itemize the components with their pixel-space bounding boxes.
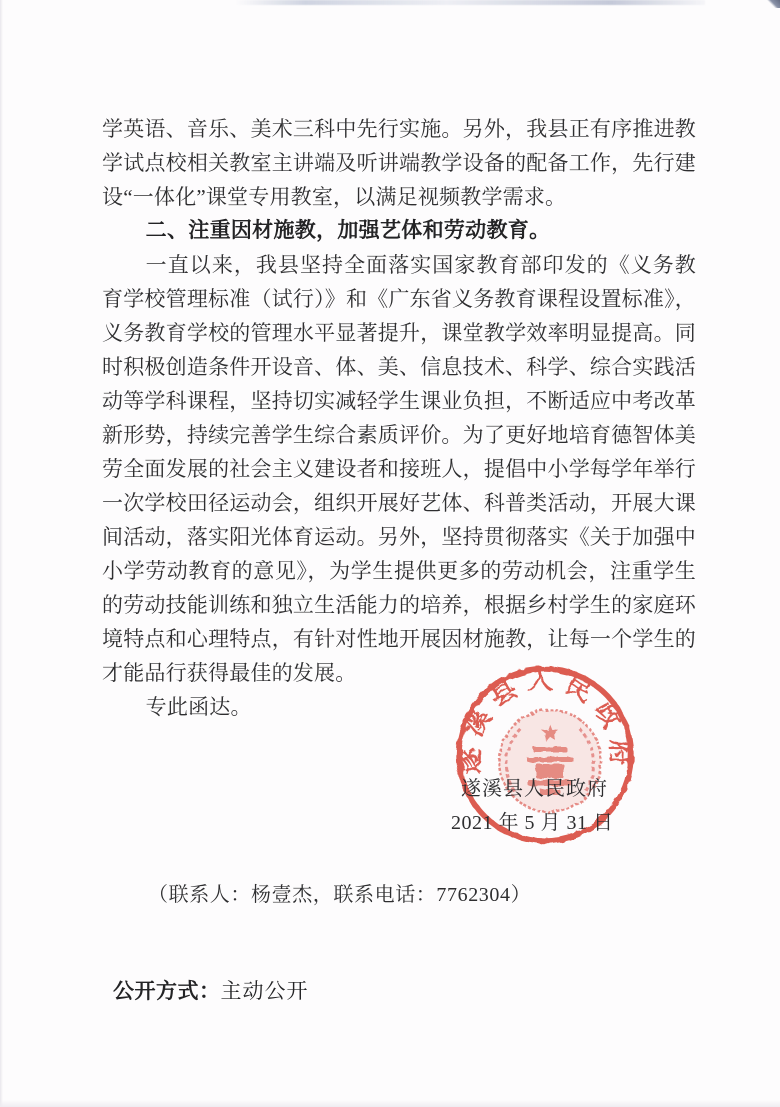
scan-bottom-edge — [0, 1100, 780, 1107]
section-heading: 二、注重因材施教，加强艺体和劳动教育。 — [145, 219, 551, 242]
seal-arc-text: 遂溪县人民政府 — [455, 666, 635, 775]
disclosure-label: 公开方式： — [113, 980, 221, 1003]
scan-left-edge — [0, 0, 3, 1107]
disclosure-value: 主动公开 — [220, 979, 309, 1003]
letter-body — [102, 112, 696, 724]
issuer-name: 遂溪县人民政府 — [461, 778, 608, 800]
scan-corner-mark — [764, 0, 780, 8]
paragraph-main: 一直以来，我县坚持全面落实国家教育部印发的《义务教育学校管理标准（试行）》和《广东省义务教育课程设置标准》，义务教育学校的管理水平显著提升，课堂教学效率明显提高。同时积极创造条件开设音、体、美、信息技术、科学、综合实践活动等学科课程，坚持切实减轻学生课业负担，不断适应中考改革新形势，持续完善学生综合素质评价。为了更好地培育德智体美劳全面发展的社会主义建设者和接班人，提倡中小学每学年举行一次学校田径运动会，组织开展好艺体、科普类活动，开展大课间活动，落实阳光体育运动。另外，坚持贯彻落实《关于加强中小学劳动教育的意见》，为学生提供更多的劳动机会，注重学生的劳动技能训练和独立生活能力的培养，根据乡村学生的家庭环境特点和心理特点，有针对性地开展因材施教，让每一个学生的才能品行获得最佳的发展。 — [102, 253, 696, 685]
closing-phrase: 专此函达。 — [145, 695, 252, 719]
paragraph-continuation: 学英语、音乐、美术三科中先行实施。另外，我县正有序推进教学试点校相关教室主讲端及听讲端教学设备的配备工作，先行建设“一体化”课堂专用教室，以满足视频教学需求。 — [102, 117, 696, 209]
issue-date: 2021 年 5 月 31 日 — [451, 812, 614, 834]
scan-smudge-top — [235, 0, 705, 5]
disclosure-line — [113, 975, 309, 1005]
contact-line: （联系人：杨壹杰，联系电话：7762304） — [148, 884, 532, 906]
